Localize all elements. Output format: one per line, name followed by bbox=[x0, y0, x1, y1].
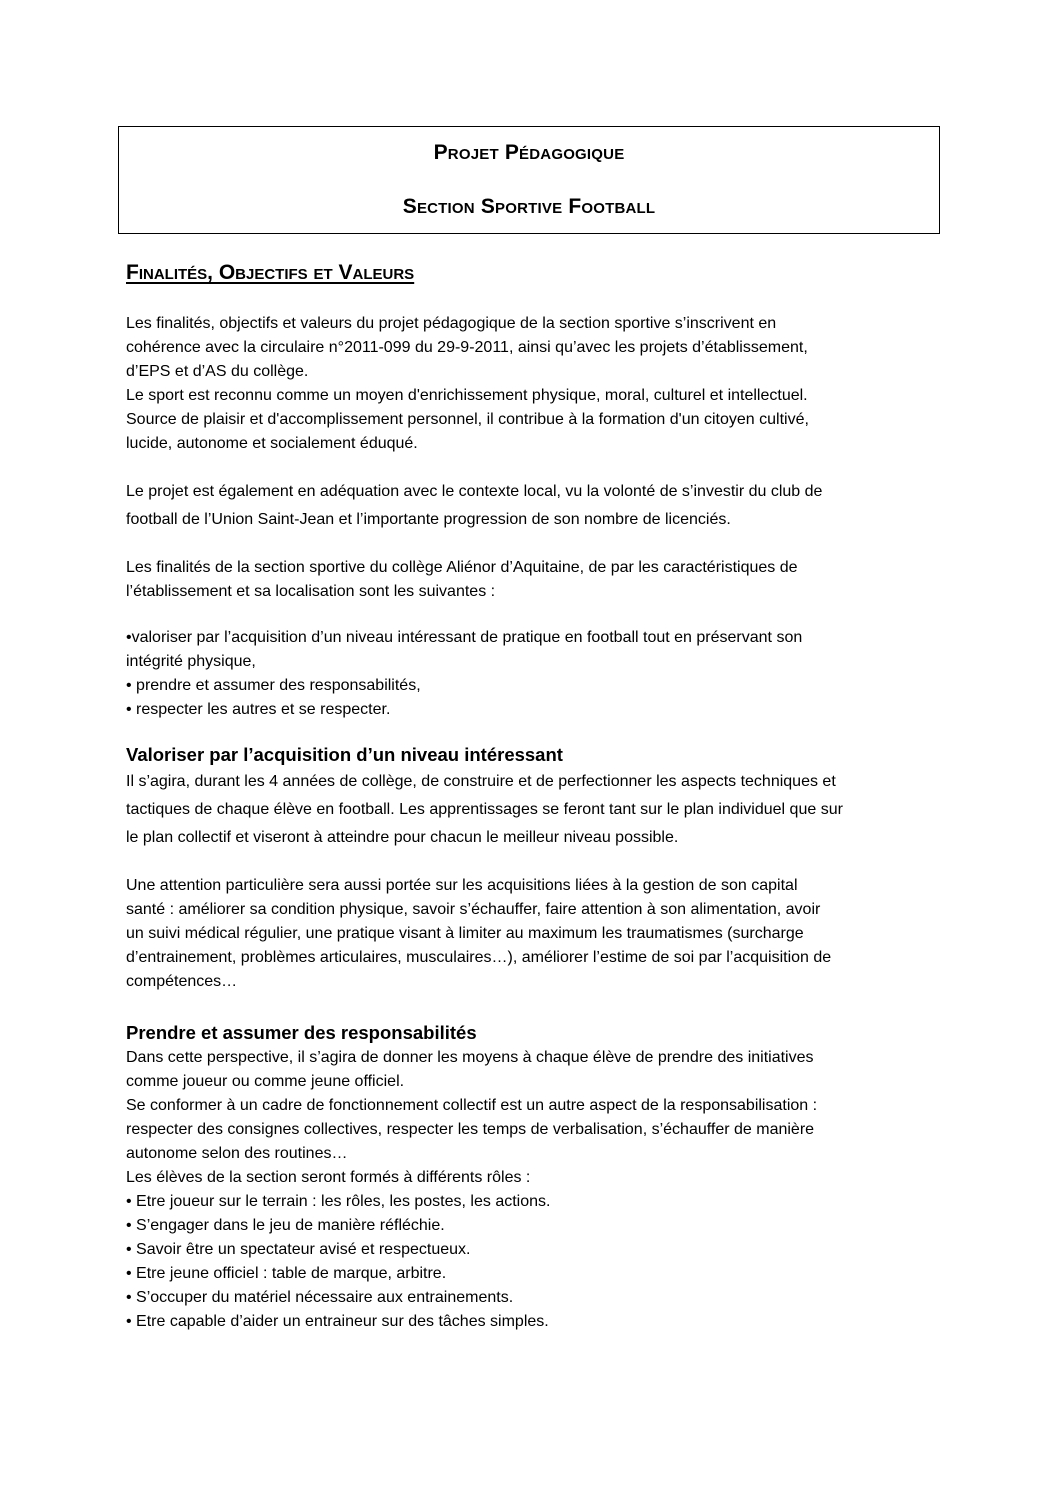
subsection-heading-valoriser: Valoriser par l’acquisition d’un niveau intéressant bbox=[126, 744, 563, 765]
text-line: lucide, autonome et socialement éduqué. bbox=[126, 435, 418, 452]
text-line: cohérence avec la circulaire n°2011-099 du 29-9-2011, ainsi qu’avec les projets d’établissement, bbox=[126, 339, 808, 356]
text-line: autonome selon des routines… bbox=[126, 1145, 348, 1162]
list-item: • respecter les autres et se respecter. bbox=[126, 701, 391, 718]
intro-paragraph-2 bbox=[126, 478, 916, 534]
text-line: Le projet est également en adéquation avec le contexte local, vu la volonté de s’investir du club de bbox=[126, 483, 823, 500]
text-line: le plan collectif et viseront à atteindre pour chacun le meilleur niveau possible. bbox=[126, 829, 679, 846]
finalites-list bbox=[126, 626, 916, 722]
document-title: Projet Pédagogique bbox=[433, 141, 625, 164]
valoriser-paragraph-2 bbox=[126, 874, 916, 994]
list-item: •valoriser par l’acquisition d’un niveau intéressant de pratique en football tout en préservant son bbox=[126, 629, 803, 646]
text-line: comme joueur ou comme jeune officiel. bbox=[126, 1073, 405, 1090]
text-line: d’EPS et d’AS du collège. bbox=[126, 363, 309, 380]
text-line: Se conformer à un cadre de fonctionnement collectif est un autre aspect de la responsabilisation : bbox=[126, 1097, 818, 1114]
list-item: • Savoir être un spectateur avisé et respectueux. bbox=[126, 1241, 471, 1258]
list-item: • prendre et assumer des responsabilités, bbox=[126, 677, 421, 694]
valoriser-paragraph-1 bbox=[126, 768, 916, 852]
text-line: Les finalités de la section sportive du collège Aliénor d’Aquitaine, de par les caractéristiques de bbox=[126, 559, 798, 576]
list-item: • Etre joueur sur le terrain : les rôles, les postes, les actions. bbox=[126, 1193, 551, 1210]
text-line: compétences… bbox=[126, 973, 238, 990]
document-body bbox=[126, 312, 916, 1334]
subsection-heading-prendre: Prendre et assumer des responsabilités bbox=[126, 1022, 477, 1043]
text-line: d’entrainement, problèmes articulaires, musculaires…), améliorer l’estime de soi par l’acquisition de bbox=[126, 949, 832, 966]
text-line: football de l’Union Saint-Jean et l’importante progression de son nombre de licenciés. bbox=[126, 511, 731, 528]
title-box bbox=[118, 126, 940, 234]
list-item: • S’occuper du matériel nécessaire aux entrainements. bbox=[126, 1289, 514, 1306]
list-item: • Etre jeune officiel : table de marque, arbitre. bbox=[126, 1265, 447, 1282]
list-item: • Etre capable d’aider un entraineur sur des tâches simples. bbox=[126, 1313, 549, 1330]
intro-paragraph-1 bbox=[126, 312, 916, 456]
text-line: Les élèves de la section seront formés à différents rôles : bbox=[126, 1169, 531, 1186]
text-line: Une attention particulière sera aussi portée sur les acquisitions liées à la gestion de son capital bbox=[126, 877, 798, 894]
list-item: intégrité physique, bbox=[126, 653, 256, 670]
text-line: un suivi médical régulier, une pratique visant à limiter au maximum les traumatismes (surcharge bbox=[126, 925, 804, 942]
intro-paragraph-3 bbox=[126, 556, 916, 604]
text-line: tactiques de chaque élève en football. Les apprentissages se feront tant sur le plan individuel que sur bbox=[126, 801, 843, 818]
text-line: Les finalités, objectifs et valeurs du projet pédagogique de la section sportive s’inscrivent en bbox=[126, 315, 777, 332]
text-line: respecter des consignes collectives, respecter les temps de verbalisation, s’échauffer de manière bbox=[126, 1121, 815, 1138]
text-line: l’établissement et sa localisation sont les suivantes : bbox=[126, 583, 496, 600]
text-line: Dans cette perspective, il s’agira de donner les moyens à chaque élève de prendre des initiatives bbox=[126, 1049, 814, 1066]
section-title: Finalités, Objectifs et Valeurs bbox=[126, 261, 415, 284]
prendre-paragraph bbox=[126, 1046, 916, 1334]
list-item: • S’engager dans le jeu de manière réfléchie. bbox=[126, 1217, 445, 1234]
text-line: santé : améliorer sa condition physique, savoir s’échauffer, faire attention à son alimentation, avoir bbox=[126, 901, 821, 918]
document-subtitle: Section Sportive Football bbox=[402, 195, 656, 218]
text-line: Il s’agira, durant les 4 années de collège, de construire et de perfectionner les aspects techniques et bbox=[126, 773, 836, 790]
text-line: Le sport est reconnu comme un moyen d'enrichissement physique, moral, culturel et intellectuel. bbox=[126, 387, 808, 404]
text-line: Source de plaisir et d'accomplissement personnel, il contribue à la formation d'un citoyen cultivé, bbox=[126, 411, 809, 428]
